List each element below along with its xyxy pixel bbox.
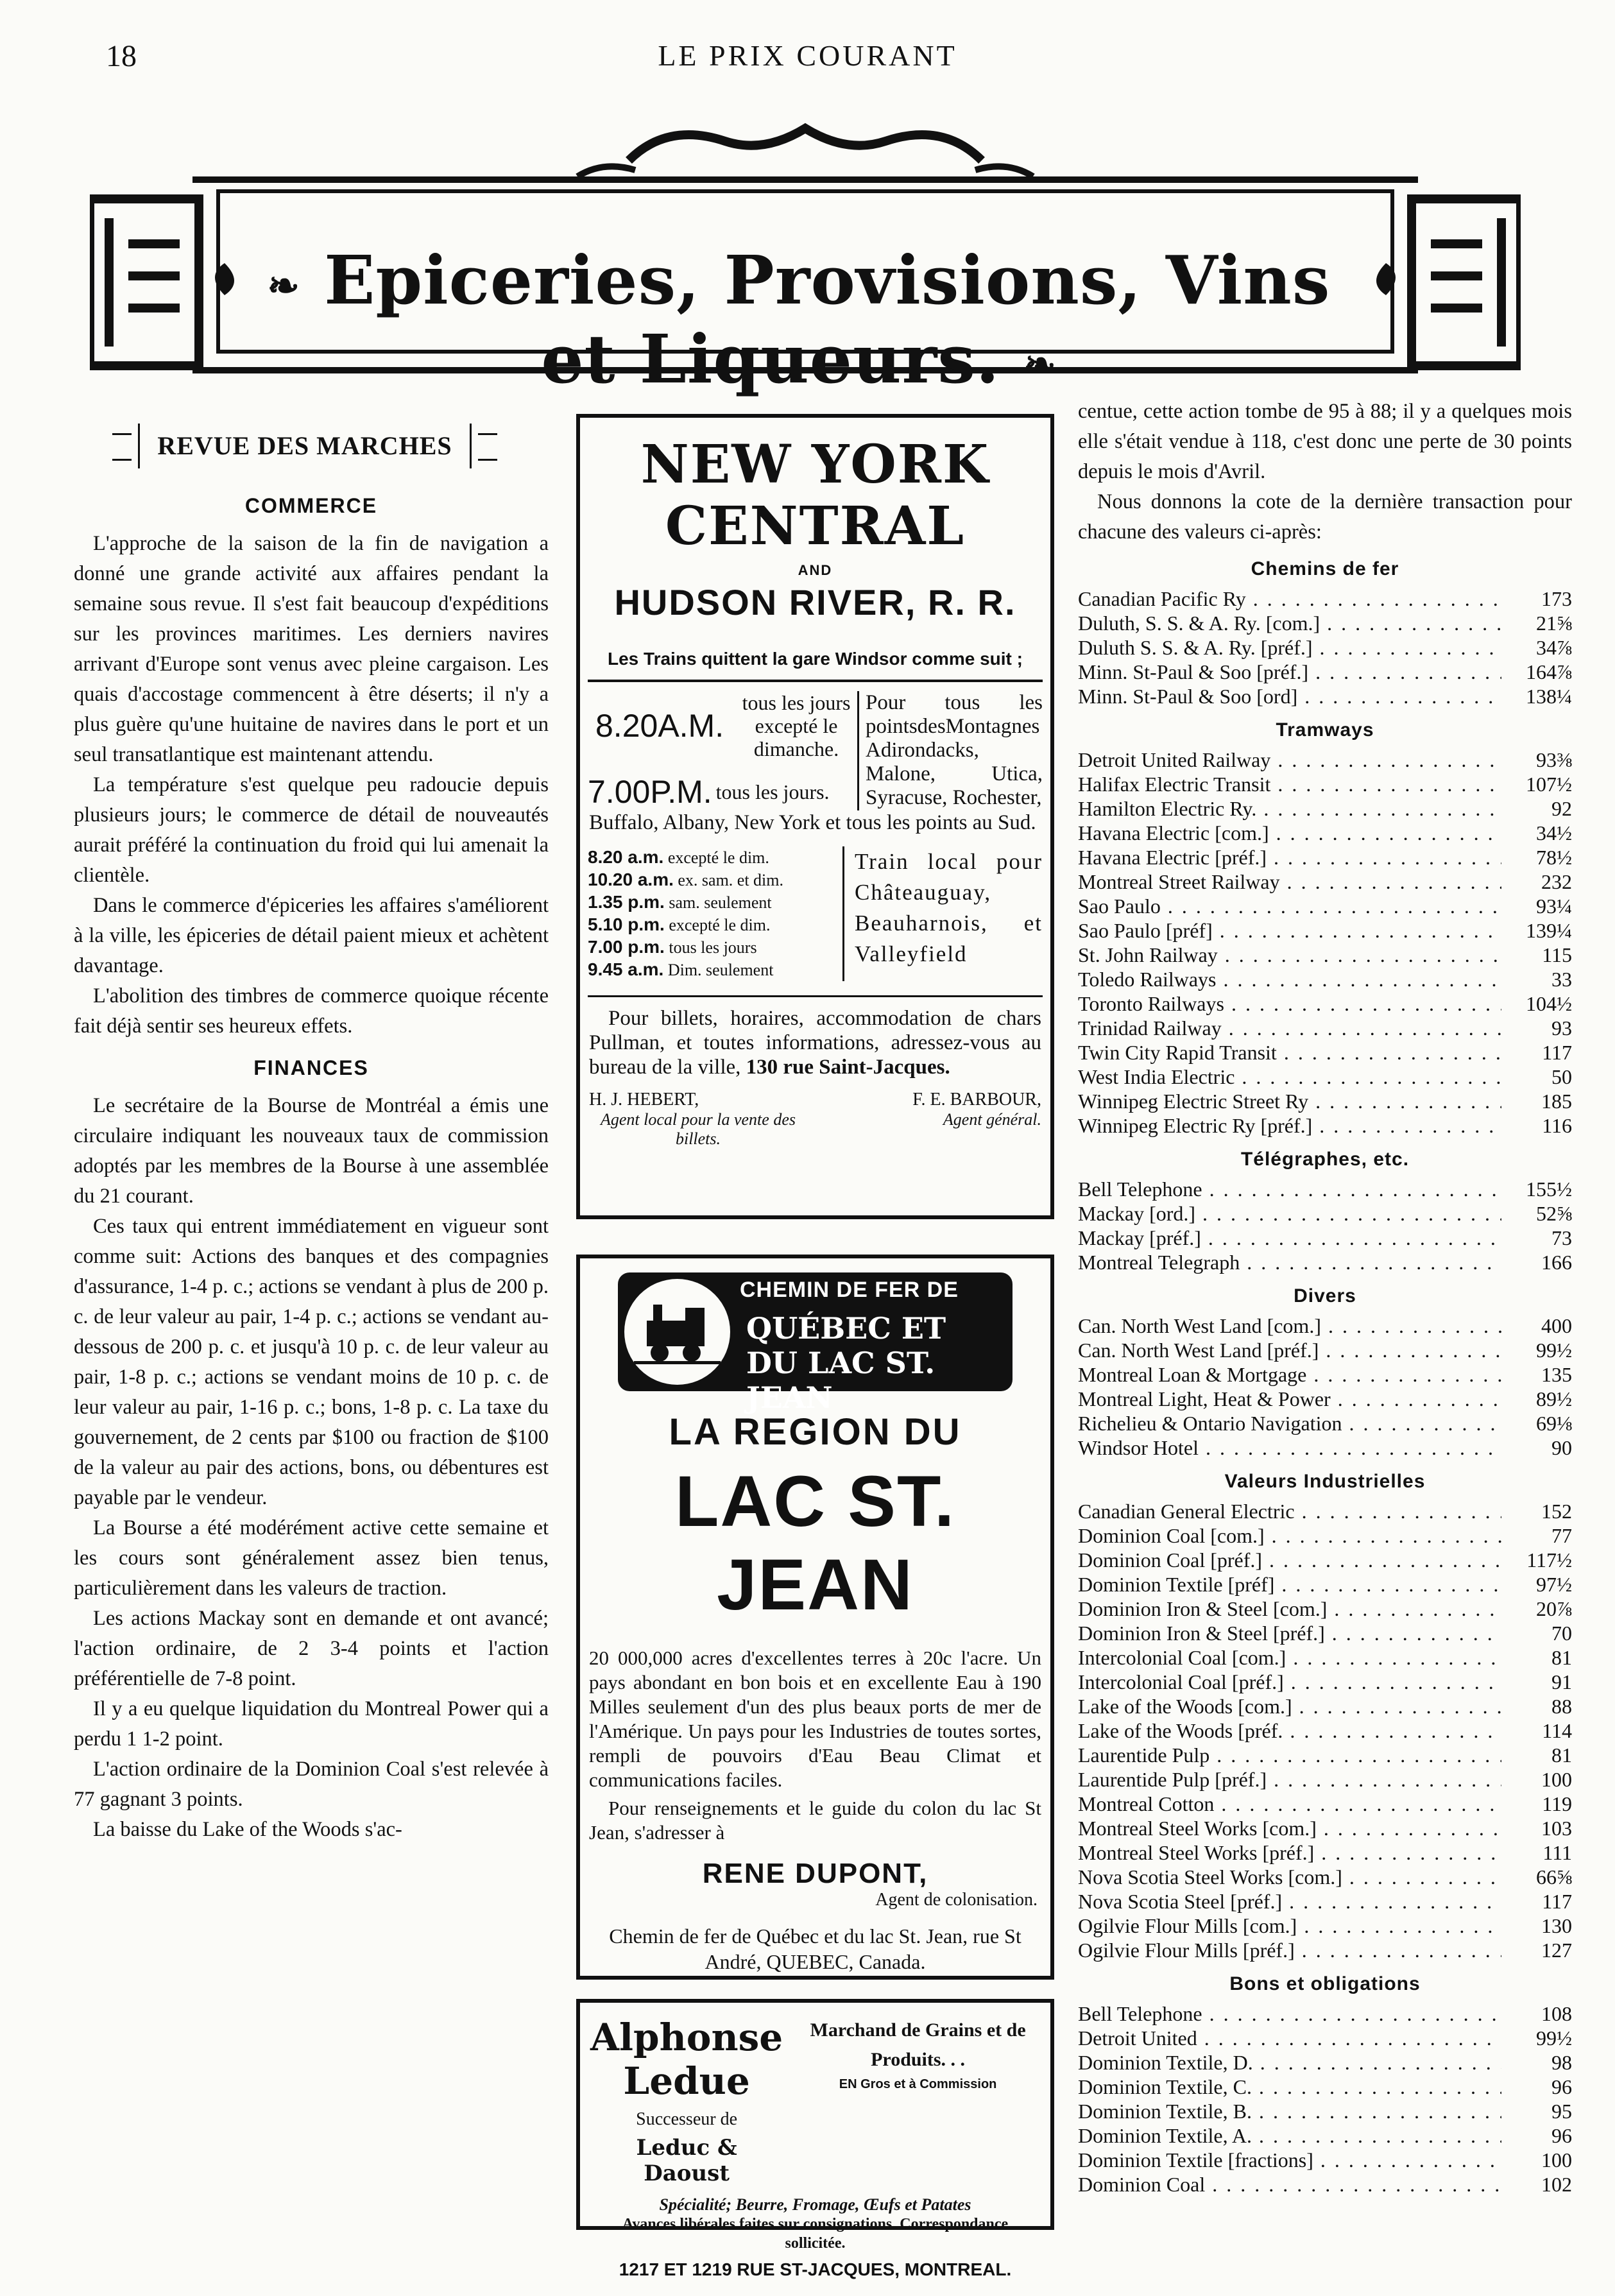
security-price: 164⅞	[1501, 660, 1572, 684]
security-price: 70	[1501, 1621, 1572, 1645]
security-price: 89½	[1501, 1387, 1572, 1411]
security-price: 127	[1501, 1938, 1572, 1962]
security-price: 185	[1501, 1089, 1572, 1113]
security-name: Dominion Textile, D. . . .	[1078, 2050, 1501, 2075]
security-price: 232	[1501, 870, 1572, 894]
quote-row	[1078, 1865, 1572, 1889]
quote-row	[1078, 772, 1572, 796]
security-name: Dominion Iron & Steel [préf.] . . .	[1078, 1621, 1501, 1645]
security-price: 119	[1501, 1792, 1572, 1816]
security-name: West India Electric . . .	[1078, 1065, 1501, 1089]
security-price: 107½	[1501, 772, 1572, 796]
quote-row	[1078, 1548, 1572, 1572]
ornament-icon: ❧	[267, 263, 300, 309]
security-price: 130	[1501, 1914, 1572, 1938]
quote-row	[1078, 821, 1572, 845]
security-name: Toledo Railways . . .	[1078, 967, 1501, 991]
quote-row	[1078, 845, 1572, 870]
page-header	[0, 39, 1615, 90]
quote-row	[1078, 748, 1572, 772]
security-name: Montreal Street Railway . . .	[1078, 870, 1501, 894]
quote-row	[1078, 1572, 1572, 1597]
security-price: 99½	[1501, 1338, 1572, 1362]
paragraph: L'abolition des timbres de commerce quoique récente fait déjà sentir ses heureux effets.	[74, 984, 549, 1038]
security-price: 152	[1501, 1499, 1572, 1523]
security-name: Duluth S. S. & A. Ry. [préf.] . . .	[1078, 635, 1501, 660]
security-name: Ogilvie Flour Mills [préf.] . . .	[1078, 1938, 1501, 1962]
quote-row	[1078, 2075, 1572, 2099]
security-price: 92	[1501, 796, 1572, 821]
quote-row	[1078, 918, 1572, 943]
quote-row	[1078, 660, 1572, 684]
security-name: Montreal Steel Works [com.] . . .	[1078, 1816, 1501, 1840]
agent-local-role: Agent local pour la vente des billets.	[601, 1110, 796, 1148]
locomotive-icon	[624, 1279, 730, 1385]
quote-row	[1078, 1089, 1572, 1113]
security-price: 99½	[1501, 2026, 1572, 2050]
quote-row	[1078, 1362, 1572, 1387]
security-name: Dominion Coal . . .	[1078, 2172, 1501, 2197]
security-price: 91	[1501, 1670, 1572, 1694]
security-price: 400	[1501, 1314, 1572, 1338]
paragraph: Dans le commerce d'épiceries les affaires s'améliorent à la ville, les épiceries de détail paient mieux et achètent davantage.	[74, 894, 549, 977]
left-column	[74, 414, 549, 1845]
security-price: 69⅛	[1501, 1411, 1572, 1435]
security-price: 96	[1501, 2123, 1572, 2148]
nyc-railroad-ad	[576, 414, 1054, 1219]
security-price: 34½	[1501, 821, 1572, 845]
contact-role: Agent de colonisation.	[875, 1890, 1038, 1910]
security-price: 117	[1501, 1040, 1572, 1065]
quote-row	[1078, 1670, 1572, 1694]
section-banner	[90, 116, 1521, 398]
quote-row	[1078, 2099, 1572, 2123]
security-name: Hamilton Electric Ry. . . .	[1078, 796, 1501, 821]
security-name: Lake of the Woods [préf. . . .	[1078, 1718, 1501, 1743]
paragraph: Le secrétaire de la Bourse de Montréal a émis une circulaire indiquant les nouveaux taux de commission adoptés par les membres de la Bourse à une assemblée du 21 courant.	[74, 1094, 549, 1208]
quote-row	[1078, 1792, 1572, 1816]
wholesale-note: EN Gros et à Commission	[839, 2077, 997, 2091]
destinations-continued: Buffalo, Albany, New York et tous les points au Sud.	[589, 811, 1036, 834]
security-price: 108	[1501, 2001, 1572, 2026]
quote-row	[1078, 2148, 1572, 2172]
security-price: 88	[1501, 1694, 1572, 1718]
quote-row	[1078, 1889, 1572, 1914]
security-name: Sao Paulo [préf] . . .	[1078, 918, 1501, 943]
logo-line-2: QUÉBEC ET DU LAC ST. JEAN	[746, 1311, 946, 1415]
security-name: Can. North West Land [préf.] . . .	[1078, 1338, 1501, 1362]
quote-group-heading: Télégraphes, etc.	[1240, 1149, 1410, 1170]
security-name: Laurentide Pulp . . .	[1078, 1743, 1501, 1767]
quote-row	[1078, 1743, 1572, 1767]
local-train-row: 8.20 a.m. excepté le dim.	[588, 847, 769, 867]
quote-row	[1078, 1914, 1572, 1938]
nyc-title: NEW YORK CENTRAL	[640, 434, 990, 557]
railway-logo	[618, 1272, 1013, 1415]
security-price: 93⅜	[1501, 748, 1572, 772]
paragraph: Il y a eu quelque liquidation du Montreal Power qui a perdu 1 1-2 point.	[74, 1697, 549, 1751]
nyc-subtitle: HUDSON RIVER, R. R.	[614, 582, 1016, 622]
quote-row	[1078, 991, 1572, 1016]
security-name: Lake of the Woods [com.] . . .	[1078, 1694, 1501, 1718]
merchant-trade: Marchand de Grains et de Produits. . .	[810, 2019, 1026, 2070]
security-name: Montreal Telegraph . . .	[1078, 1250, 1501, 1274]
security-price: 98	[1501, 2050, 1572, 2075]
quote-row	[1078, 1177, 1572, 1201]
security-name: Minn. St-Paul & Soo [ord] . . .	[1078, 684, 1501, 708]
security-name: Intercolonial Coal [préf.] . . .	[1078, 1670, 1501, 1694]
security-price: 138¼	[1501, 684, 1572, 708]
security-price: 90	[1501, 1435, 1572, 1460]
quote-row	[1078, 967, 1572, 991]
security-price: 34⅞	[1501, 635, 1572, 660]
quote-row	[1078, 2026, 1572, 2050]
quote-row	[1078, 2172, 1572, 2197]
security-name: Ogilvie Flour Mills [com.] . . .	[1078, 1914, 1501, 1938]
quote-row	[1078, 2050, 1572, 2075]
region-heading: LA REGION DU	[669, 1411, 962, 1453]
local-train-row: 9.45 a.m. Dim. seulement	[588, 959, 774, 979]
security-name: Montreal Cotton . . .	[1078, 1792, 1501, 1816]
security-name: Intercolonial Coal [com.] . . .	[1078, 1645, 1501, 1670]
local-train-destination: Train local pour Châteauguay, Beauharnois, et Valleyfield	[855, 849, 1043, 966]
security-name: Winnipeg Electric Ry [préf.] . . .	[1078, 1113, 1501, 1138]
banner-title	[237, 241, 1360, 398]
local-train-row: 7.00 p.m. tous les jours	[588, 937, 757, 957]
quote-row	[1078, 587, 1572, 611]
security-name: Halifax Electric Transit . . .	[1078, 772, 1501, 796]
paragraph: Nous donnons la cote de la dernière transaction pour chacune des valeurs ci-après:	[1078, 490, 1572, 544]
security-name: Montreal Steel Works [préf.] . . .	[1078, 1840, 1501, 1865]
security-name: Dominion Iron & Steel [com.] . . .	[1078, 1597, 1501, 1621]
guide-text: Pour renseignements et le guide du colon du lac St Jean, s'adresser à	[589, 1797, 1041, 1844]
quote-row	[1078, 1113, 1572, 1138]
quote-row	[1078, 1411, 1572, 1435]
security-price: 117½	[1501, 1548, 1572, 1572]
merchant-specialty: Spécialité; Beurre, Fromage, Œufs et Patates	[659, 2195, 971, 2214]
security-name: Canadian Pacific Ry . . .	[1078, 587, 1501, 611]
security-price: 20⅞	[1501, 1597, 1572, 1621]
nyc-departure-note: Les Trains quittent la gare Windsor comme suit ;	[608, 649, 1023, 669]
quote-row	[1078, 1816, 1572, 1840]
security-name: Montreal Loan & Mortgage . . .	[1078, 1362, 1501, 1387]
local-train-row: 1.35 p.m. sam. seulement	[588, 892, 772, 912]
departure-time: 8.20A.M.	[595, 708, 724, 744]
quote-row	[1078, 1250, 1572, 1274]
security-name: Bell Telephone . . .	[1078, 2001, 1501, 2026]
quote-row	[1078, 1718, 1572, 1743]
security-name: Toronto Railways . . .	[1078, 991, 1501, 1016]
stock-quotes	[1078, 554, 1572, 2197]
quote-row	[1078, 1597, 1572, 1621]
quote-row	[1078, 796, 1572, 821]
quote-row	[1078, 1523, 1572, 1548]
security-price: 139¼	[1501, 918, 1572, 943]
quote-row	[1078, 1499, 1572, 1523]
security-price: 93	[1501, 1016, 1572, 1040]
security-price: 100	[1501, 1767, 1572, 1792]
paragraph: L'approche de la saison de la fin de navigation a donné une grande activité aux affaires pendant la semaine sous revue. Il s'est fait beaucoup d'expéditions sur les provinces maritimes. Les derniers navires arrivant d'Europe sont venus avec pleine cargaison. Les quais d'accostage commencent à être déserts; il n'y a plus guère qu'une huitaine de navires dans le port et un seul transatlantique est maintenant attendu.	[74, 532, 549, 766]
quote-group-heading: Bons et obligations	[1229, 1973, 1421, 1994]
security-price: 33	[1501, 967, 1572, 991]
security-price: 100	[1501, 2148, 1572, 2172]
security-name: Twin City Rapid Transit . . .	[1078, 1040, 1501, 1065]
quote-row	[1078, 1201, 1572, 1226]
security-name: Can. North West Land [com.] . . .	[1078, 1314, 1501, 1338]
security-price: 117	[1501, 1889, 1572, 1914]
security-price: 81	[1501, 1743, 1572, 1767]
paragraph: La baisse du Lake of the Woods s'ac-	[93, 1818, 402, 1841]
quote-row	[1078, 1226, 1572, 1250]
quote-row	[1078, 684, 1572, 708]
contact-name: RENE DUPONT,	[702, 1858, 928, 1889]
security-name: Dominion Textile, A. . . .	[1078, 2123, 1501, 2148]
finances-heading: FINANCES	[253, 1056, 369, 1079]
logo-line-1: CHEMIN DE FER DE	[740, 1278, 959, 1302]
merchant-name: Alphonse Ledue	[590, 2016, 783, 2103]
security-price: 77	[1501, 1523, 1572, 1548]
security-price: 96	[1501, 2075, 1572, 2099]
quote-group-heading: Chemins de fer	[1251, 558, 1399, 579]
quote-row	[1078, 894, 1572, 918]
nyc-agents	[580, 1090, 1050, 1110]
security-name: Mackay [ord.] . . .	[1078, 1201, 1501, 1226]
security-price: 166	[1501, 1250, 1572, 1274]
departure-condition: tous les jours.	[715, 780, 830, 803]
paragraph: centue, cette action tombe de 95 à 88; il y a quelques mois elle s'était vendue à 118, c'est donc une perte de 30 points depuis le mois d'Avril.	[1078, 400, 1572, 483]
security-name: Havana Electric [préf.] . . .	[1078, 845, 1501, 870]
security-price: 173	[1501, 587, 1572, 611]
nyc-agent-roles	[580, 1110, 1050, 1149]
security-price: 102	[1501, 2172, 1572, 2197]
departure-condition: tous les jours excepté le dimanche.	[742, 691, 851, 760]
security-name: Dominion Textile, B. . . .	[1078, 2099, 1501, 2123]
security-name: Detroit United Railway . . .	[1078, 748, 1501, 772]
local-train-row: 10.20 a.m. ex. sam. et dim.	[588, 870, 784, 889]
security-price: 104½	[1501, 991, 1572, 1016]
quote-row	[1078, 1840, 1572, 1865]
predecessor-firm: Leduc & Daoust	[636, 2135, 737, 2186]
successor-label: Successeur de	[636, 2109, 737, 2129]
quebec-address: Chemin de fer de Québec et du lac St. Jean, rue St André, QUEBEC, Canada.	[609, 1924, 1021, 1973]
security-name: Duluth, S. S. & A. Ry. [com.] . . .	[1078, 611, 1501, 635]
security-name: Dominion Coal [préf.] . . .	[1078, 1548, 1501, 1572]
destinations: Pour tous les pointsdesMontagnes Adirondacks, Malone, Utica, Syracuse, Rochester,	[857, 691, 1043, 810]
quote-row	[1078, 870, 1572, 894]
quote-row	[1078, 1040, 1572, 1065]
security-name: Dominion Coal [com.] . . .	[1078, 1523, 1501, 1548]
security-price: 97½	[1501, 1572, 1572, 1597]
security-name: Laurentide Pulp [préf.] . . .	[1078, 1767, 1501, 1792]
quote-row	[1078, 1435, 1572, 1460]
quote-group-heading: Tramways	[1276, 719, 1374, 741]
right-column	[1078, 397, 1572, 2197]
quote-group-heading: Divers	[1294, 1285, 1356, 1306]
security-price: 93¼	[1501, 894, 1572, 918]
security-name: Mackay [préf.] . . .	[1078, 1226, 1501, 1250]
quote-row	[1078, 1767, 1572, 1792]
commerce-heading: COMMERCE	[244, 494, 378, 517]
quote-row	[1078, 1065, 1572, 1089]
security-name: Nova Scotia Steel Works [com.] . . .	[1078, 1865, 1501, 1889]
quote-row	[1078, 611, 1572, 635]
security-name: Detroit United . . .	[1078, 2026, 1501, 2050]
quote-row	[1078, 2001, 1572, 2026]
security-name: Havana Electric [com.] . . .	[1078, 821, 1501, 845]
nyc-info: Pour billets, horaires, accommodation de chars Pullman, et toutes informations, adressez-vous au bureau de la ville, 130 rue Saint-Jacques.	[589, 1007, 1041, 1079]
security-price: 78½	[1501, 845, 1572, 870]
security-name: Canadian General Electric . . .	[1078, 1499, 1501, 1523]
security-price: 116	[1501, 1113, 1572, 1138]
agent-general: F. E. BARBOUR,	[912, 1090, 1041, 1109]
quote-row	[1078, 1314, 1572, 1338]
paragraph: Les actions Mackay sont en demande et ont avancé; l'action ordinaire, de 2 3-4 points et l'action préférentielle de 7-8 point.	[74, 1607, 549, 1690]
ornament-icon: ❧	[1023, 342, 1057, 388]
quebec-railway-ad	[576, 1255, 1054, 1980]
quote-row	[1078, 1016, 1572, 1040]
quote-row	[1078, 2123, 1572, 2148]
security-name: Trinidad Railway . . .	[1078, 1016, 1501, 1040]
security-name: Windsor Hotel . . .	[1078, 1435, 1501, 1460]
paragraph: La température s'est quelque peu radoucie depuis plusieurs jours; le commerce de détail de nouveautés aurait préféré la continuation du froid qui lui amenait la clientèle.	[74, 773, 549, 887]
security-name: Nova Scotia Steel [préf.] . . .	[1078, 1889, 1501, 1914]
security-price: 95	[1501, 2099, 1572, 2123]
security-name: Minn. St-Paul & Soo [préf.] . . .	[1078, 660, 1501, 684]
paragraph: L'action ordinaire de la Dominion Coal s'est relevée à 77 gagnant 3 points.	[74, 1758, 549, 1811]
revue-heading-text: REVUE DES MARCHES	[138, 424, 472, 468]
security-name: Dominion Textile [préf] . . .	[1078, 1572, 1501, 1597]
security-price: 155½	[1501, 1177, 1572, 1201]
security-price: 114	[1501, 1718, 1572, 1743]
security-price: 115	[1501, 943, 1572, 967]
nyc-express-block	[580, 691, 1050, 810]
security-price: 66⅝	[1501, 1865, 1572, 1889]
security-name: Dominion Textile [fractions] . . .	[1078, 2148, 1501, 2172]
paragraph: Ces taux qui entrent immédiatement en vigueur sont comme suit: Actions des banques et des compagnies d'assurance, 1-4 p. c.; actions se vendant à plus de 200 p. c. de leur valeur au pair, 1-4 p. c.; actions se vendant au-dessous de 200 p. c. et jusqu'à 10 p. c. de leur valeur au pair, 1-8 p. c.; actions se vendant moins de 10 p. c. de leur valeur au pair, 1-16 p. c.; bons, 1-8 p. c. La taxe du gouvernement, de 2 cents par $100 ou fraction de $100 de la valeur au pair des actions, bons, ou débentures est payable par le vendeur.	[74, 1215, 549, 1509]
local-trains-block	[580, 835, 1050, 981]
running-title: LE PRIX COURANT	[658, 39, 957, 72]
security-name: Richelieu & Ontario Navigation . . .	[1078, 1411, 1501, 1435]
security-price: 21⅝	[1501, 611, 1572, 635]
security-name: Bell Telephone . . .	[1078, 1177, 1501, 1201]
nyc-and: AND	[798, 562, 833, 578]
security-price: 81	[1501, 1645, 1572, 1670]
security-name: Montreal Light, Heat & Power . . .	[1078, 1387, 1501, 1411]
security-price: 73	[1501, 1226, 1572, 1250]
revue-heading	[112, 420, 497, 472]
quote-row	[1078, 943, 1572, 967]
merchant-address: 1217 ET 1219 RUE ST-JACQUES, MONTREAL.	[619, 2259, 1012, 2279]
page-number: 18	[106, 39, 137, 73]
quote-row	[1078, 1387, 1572, 1411]
ledue-merchant-ad	[576, 1999, 1054, 2279]
paragraph: La Bourse a été modérément active cette semaine et les cours sont généralement assez bien tenus, particulièrement dans les valeurs de traction.	[74, 1516, 549, 1600]
quote-row	[1078, 1938, 1572, 1962]
security-price: 111	[1501, 1840, 1572, 1865]
security-price: 50	[1501, 1065, 1572, 1089]
security-price: 135	[1501, 1362, 1572, 1387]
quote-row	[1078, 1621, 1572, 1645]
departure-time: 7.00P.M.	[588, 774, 712, 810]
local-train-row: 5.10 p.m. excepté le dim.	[588, 914, 771, 934]
quote-row	[1078, 1338, 1572, 1362]
agent-general-role: Agent général.	[943, 1110, 1041, 1129]
quote-row	[1078, 1645, 1572, 1670]
acres-description: 20 000,000 acres d'excellentes terres à 20c l'acre. Un pays abondant en bon bois et en excellente Eau à 190 Milles seulement d'un des plus beaux ports de mer de l'Amérique. Un pays pour les Industries de toutes sortes, rempli de pouvoirs d'Eau Beau Climat et communications faciles.	[589, 1647, 1041, 1791]
agent-local: H. J. HEBERT,	[589, 1090, 699, 1109]
security-name: Winnipeg Electric Street Ry . . .	[1078, 1089, 1501, 1113]
lac-st-jean-heading: LAC ST. JEAN	[674, 1461, 956, 1625]
security-price: 103	[1501, 1816, 1572, 1840]
quote-group-heading: Valeurs Industrielles	[1224, 1471, 1426, 1492]
quote-row	[1078, 1694, 1572, 1718]
security-name: Dominion Textile, C. . . .	[1078, 2075, 1501, 2099]
merchant-advances: Avances libérales faites sur consignations. Correspondance sollicitée.	[622, 2216, 1009, 2252]
security-name: St. John Railway . . .	[1078, 943, 1501, 967]
quote-row	[1078, 635, 1572, 660]
security-name: Sao Paulo . . .	[1078, 894, 1501, 918]
security-price: 52⅝	[1501, 1201, 1572, 1226]
banner-title-text: Epiceries, Provisions, Vins et Liqueurs.	[324, 241, 1331, 398]
